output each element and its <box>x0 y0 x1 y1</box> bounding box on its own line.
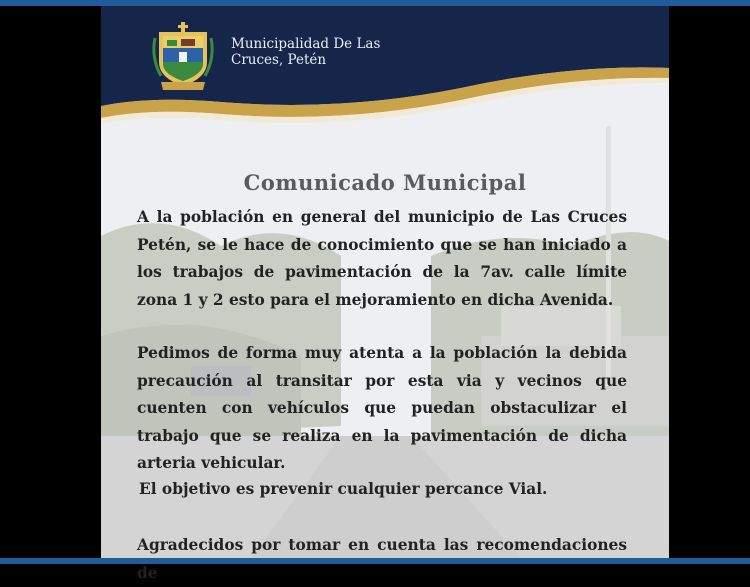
notice-paragraph-2: Pedimos de forma muy atenta a la población la debida precaución al transitar por esta via y vecinos que cuenten con vehículos que puedan obstaculizar el trabajo que se realiza en la pavimentación de dicha arteria vehicular. <box>137 344 627 472</box>
notice-paragraph-1: A la población en general del municipio de Las Cruces Petén, se le hace de conocimiento que se han iniciado a los trabajos de pavimentación de la 7av. calle límite zona 1 y 2 esto para el mejoramiento en dicha Avenida. <box>137 208 627 309</box>
municipality-name <box>231 36 431 68</box>
notice-paragraph-4: Agradecidos por tomar en cuenta las recomendaciones de <box>137 536 627 582</box>
municipal-coat-of-arms-logo <box>145 18 221 94</box>
announcement-poster <box>101 6 669 582</box>
notice-title: Comunicado Municipal <box>243 170 527 195</box>
bottom-frame-bar <box>0 558 750 564</box>
municipality-name-line-2: Cruces, Petén <box>231 52 327 68</box>
notice-paragraph-3: El objetivo es prevenir cualquier percance Vial. <box>139 480 548 498</box>
municipality-name-line-1: Municipalidad De Las <box>231 36 381 52</box>
